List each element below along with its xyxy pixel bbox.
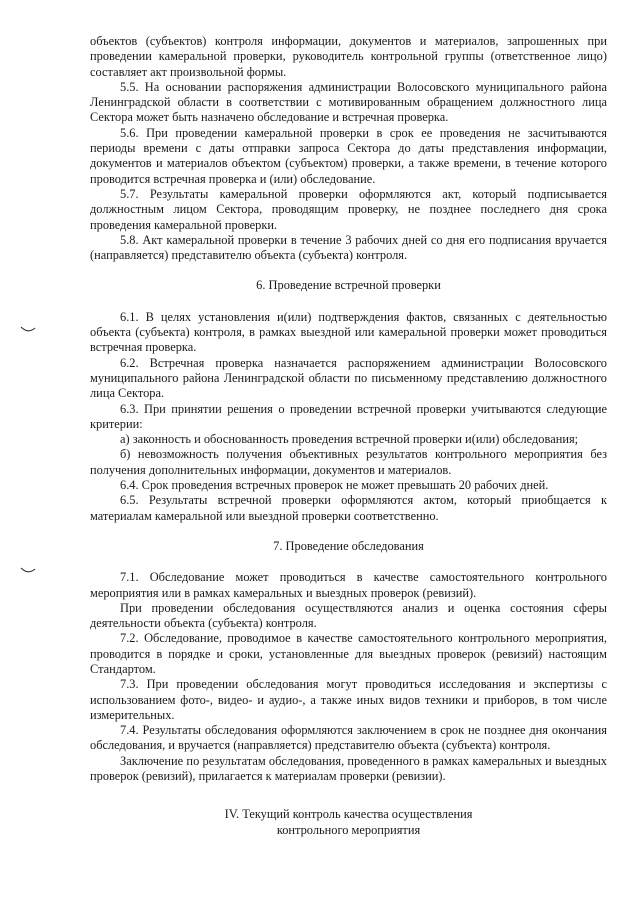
paragraph-7-1-analysis: При проведении обследования осуществляются анализ и оценка состояния сферы деятельности объекта (субъекта) контроля. [90,600,607,631]
paragraph-conclusion: Заключение по результатам обследования, проведенного в рамках камеральных и выездных проверок (ревизий), прилагается к материалам проверки (ревизии). [90,753,607,784]
section-7-heading: 7. Проведение обследования [273,538,424,553]
paragraph-5-8: 5.8. Акт камеральной проверки в течение 3 рабочих дней со дня его подписания вручается (направляется) представителю объекта (субъекта) контроля. [90,232,607,263]
paragraph-7-1: 7.1. Обследование может проводиться в качестве самостоятельного контрольного мероприятия или в рамках камеральных и выездных проверок (ревизий). [90,570,607,600]
paragraph-7-2: 7.2. Обследование, проводимое в качестве самостоятельного контрольного мероприятия, проводится в порядке и сроки, установленные для выездных проверок (ревизий) настоящим Стандартом. [90,631,607,676]
margin-bracket-mark-bottom [20,567,36,575]
section-6-heading: 6. Проведение встречной проверки [256,278,441,293]
paragraph-6-2: 6.2. Встречная проверка назначается распоряжением администрации Волосовского муниципального района Ленинградской области по письменному представлению должностного лица Сектора. [90,355,607,401]
paragraph-5-6: 5.6. При проведении камеральной проверки в срок ее проведения не засчитываются периоды времени с даты отправки запроса Сектора до даты представления информации, документов и материалов объектом (субъектом) проверки, а также времени, в течение которого проводится встречная проверка и (или) обследование. [90,125,607,186]
paragraph-6-4: 6.4. Срок проведения встречных проверок не может превышать 20 рабочих дней. [120,478,549,493]
section-iv-heading-line1: IV. Текущий контроль качества осуществления [224,807,473,822]
paragraph-6-1: 6.1. В целях установления и(или) подтверждения фактов, связанных с деятельностью объекта (субъекта) контроля, в рамках выездной или камеральной проверки может проводиться встречная проверка. [90,309,607,355]
section-iv-heading-line2: контрольного мероприятия [276,823,421,838]
paragraph-7-4: 7.4. Результаты обследования оформляются заключением в срок не позднее дня окончания обследования, и вручается (направляется) представителю объекта (субъекта) контроля. [90,723,607,753]
paragraph-continuation: объектов (субъектов) контроля информации, документов и материалов, запрошенных при проведении камеральной проверки, руководитель контрольной группы (ответственное лицо) составляет акт произвольной формы. [90,34,607,79]
criterion-a: а) законность и обоснованность проведения встречной проверки и(или) обследования; [120,432,579,447]
paragraph-5-7: 5.7. Результаты камеральной проверки оформляются акт, который подписывается должностным лицом Сектора, проводящим проверку, не позднее последнего дня срока проведения камеральной проверки. [90,186,607,232]
document-body [90,34,607,838]
criterion-b: б) невозможность получения объективных результатов контрольного мероприятия без получения дополнительных информации, документов и материалов. [90,447,607,477]
paragraph-7-3: 7.3. При проведении обследования могут проводиться исследования и экспертизы с использованием фото-, видео- и аудио-, а также иных видов техники и приборов, в том числе измерительных. [90,677,607,722]
margin-bracket-mark-top [20,326,36,334]
paragraph-6-5: 6.5. Результаты встречной проверки оформляются актом, который приобщается к материалам камеральной или выездной проверки соответственно. [90,493,607,523]
paragraph-6-3: 6.3. При принятии решения о проведении встречной проверки учитываются следующие критерии: [90,401,607,431]
paragraph-5-5: 5.5. На основании распоряжения администрации Волосовского муниципального района Ленинградской области в соответствии с мотивированным обращением должностного лица Сектора может быть назначено обследование и встречная проверка. [90,79,607,125]
